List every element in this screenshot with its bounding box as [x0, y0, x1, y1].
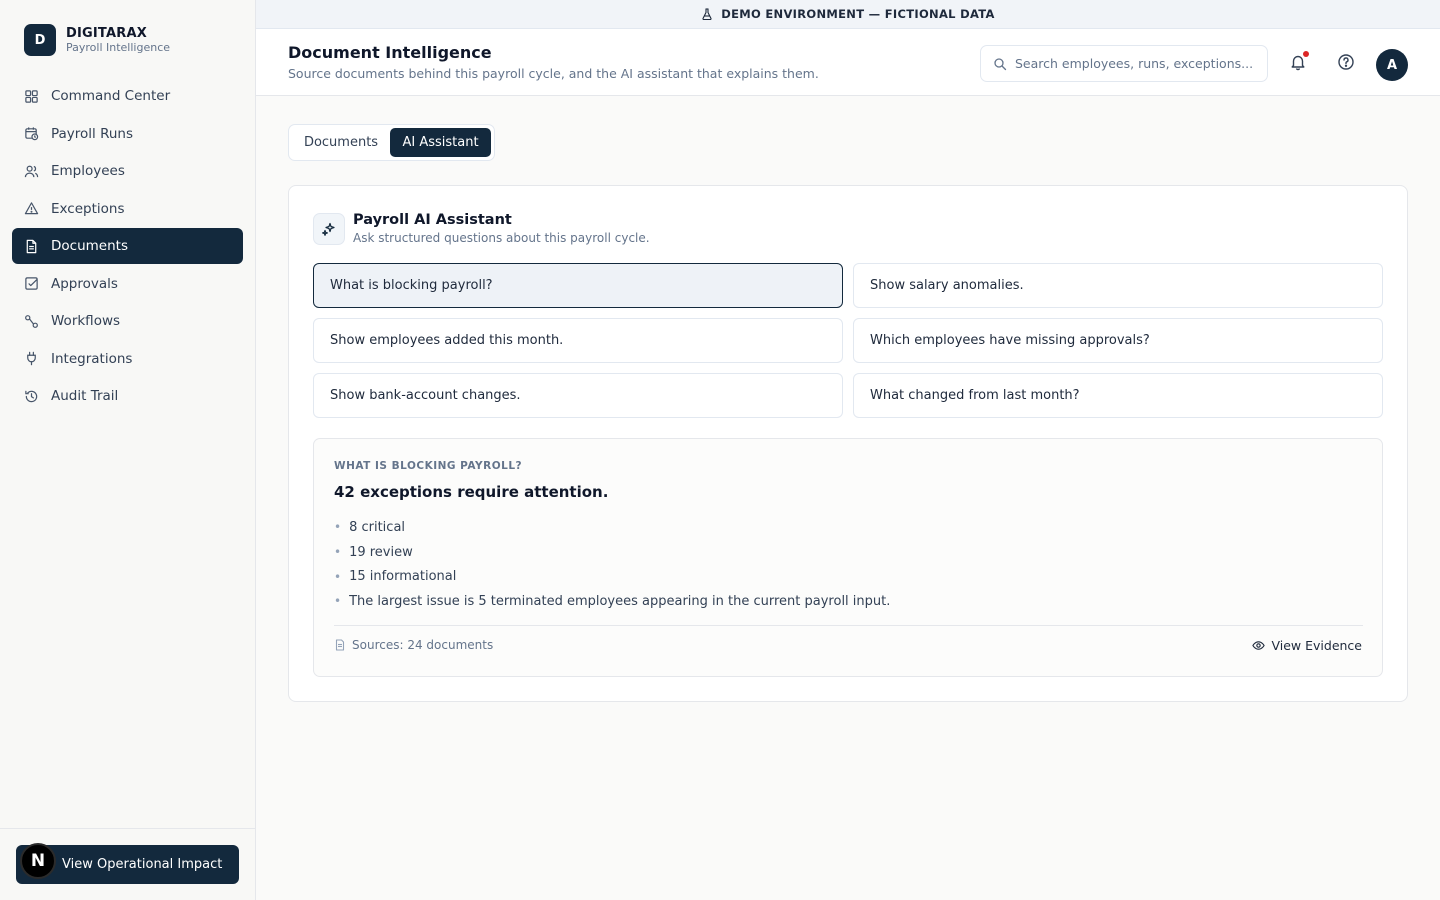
notification-dot: [1303, 51, 1309, 57]
sidebar-item-payroll-runs[interactable]: [12, 116, 243, 152]
page-header: [256, 29, 1440, 96]
list-item: • 15 informational: [334, 569, 457, 585]
sidebar-item-approvals[interactable]: [12, 266, 243, 302]
brand-subtitle: Payroll Intelligence: [66, 41, 171, 54]
question-bank-account-changes[interactable]: Show bank-account changes.: [313, 373, 843, 418]
answer-sources: Sources: 24 documents: [334, 638, 493, 652]
question-blocking-payroll[interactable]: What is blocking payroll?: [313, 263, 843, 308]
question-salary-anomalies[interactable]: Show salary anomalies.: [853, 263, 1383, 308]
answer-panel: [313, 438, 1383, 677]
framework-badge[interactable]: N: [20, 843, 56, 879]
sidebar-item-label: Workflows: [51, 313, 121, 329]
assistant-subtitle: Ask structured questions about this payroll cycle.: [353, 231, 650, 245]
brand-name: DIGITARAX: [66, 26, 147, 41]
avatar[interactable]: A: [1376, 49, 1408, 81]
sidebar-item-label: Command Center: [51, 88, 171, 104]
warning-triangle-icon: [24, 201, 39, 216]
sidebar-item-label: Employees: [51, 163, 125, 179]
tab-ai-assistant[interactable]: AI Assistant: [390, 128, 491, 157]
sidebar-item-documents[interactable]: [12, 228, 243, 264]
history-icon: [24, 389, 39, 404]
list-item: • 19 review: [334, 544, 413, 560]
list-item: • The largest issue is 5 terminated employees appearing in the current payroll input.: [334, 593, 891, 609]
assistant-title: Payroll AI Assistant: [353, 212, 512, 228]
question-employees-added[interactable]: Show employees added this month.: [313, 318, 843, 363]
answer-question-label: WHAT IS BLOCKING PAYROLL?: [334, 460, 523, 472]
sidebar: [0, 0, 256, 900]
question-changes-from-last-month[interactable]: What changed from last month?: [853, 373, 1383, 418]
flask-icon: [701, 8, 713, 20]
divider: [334, 625, 1363, 626]
check-square-icon: [24, 276, 39, 291]
search-icon: [993, 57, 1007, 71]
users-icon: [24, 164, 39, 179]
view-operational-impact-button[interactable]: View Operational Impact: [16, 845, 239, 884]
sidebar-footer: [0, 828, 256, 900]
grid-icon: [24, 89, 39, 104]
sidebar-item-exceptions[interactable]: [12, 191, 243, 227]
brand[interactable]: [24, 24, 170, 56]
plug-icon: [24, 351, 39, 366]
demo-banner: [256, 0, 1440, 29]
ai-assistant-card: [288, 185, 1408, 702]
sidebar-item-label: Documents: [51, 238, 128, 254]
sparkles-icon: [313, 213, 345, 245]
sidebar-item-label: Integrations: [51, 350, 133, 367]
search-input[interactable]: [1015, 56, 1260, 71]
sidebar-item-audit-trail[interactable]: [12, 378, 243, 414]
sidebar-item-employees[interactable]: [12, 153, 243, 189]
eye-icon: [1252, 639, 1265, 652]
sidebar-item-command-center[interactable]: [12, 78, 243, 114]
workflow-icon: [24, 314, 39, 329]
answer-headline: 42 exceptions require attention.: [334, 483, 609, 501]
view-tabs: [288, 124, 495, 161]
sidebar-item-label: Payroll Runs: [51, 125, 134, 142]
demo-banner-text: DEMO ENVIRONMENT — FICTIONAL DATA: [721, 7, 995, 21]
question-missing-approvals[interactable]: Which employees have missing approvals?: [853, 318, 1383, 363]
page-title: Document Intelligence: [288, 43, 492, 62]
sidebar-item-integrations[interactable]: [12, 341, 243, 377]
file-text-icon: [24, 239, 39, 254]
sidebar-item-label: Audit Trail: [51, 388, 119, 404]
help-icon[interactable]: [1337, 53, 1355, 71]
calendar-clock-icon: [24, 126, 39, 141]
sidebar-item-label: Exceptions: [51, 200, 125, 217]
tab-documents[interactable]: Documents: [303, 135, 379, 150]
global-search[interactable]: [980, 45, 1268, 82]
page-subtitle: Source documents behind this payroll cycle, and the AI assistant that explains them.: [288, 66, 819, 81]
brand-logo: D: [24, 24, 56, 56]
document-icon: [334, 639, 346, 651]
view-evidence-button[interactable]: View Evidence: [1252, 638, 1362, 653]
list-item: • 8 critical: [334, 519, 406, 535]
answer-bullets: [334, 515, 890, 614]
sidebar-item-label: Approvals: [51, 275, 118, 292]
sidebar-nav: [12, 78, 243, 416]
sidebar-item-workflows[interactable]: [12, 303, 243, 339]
